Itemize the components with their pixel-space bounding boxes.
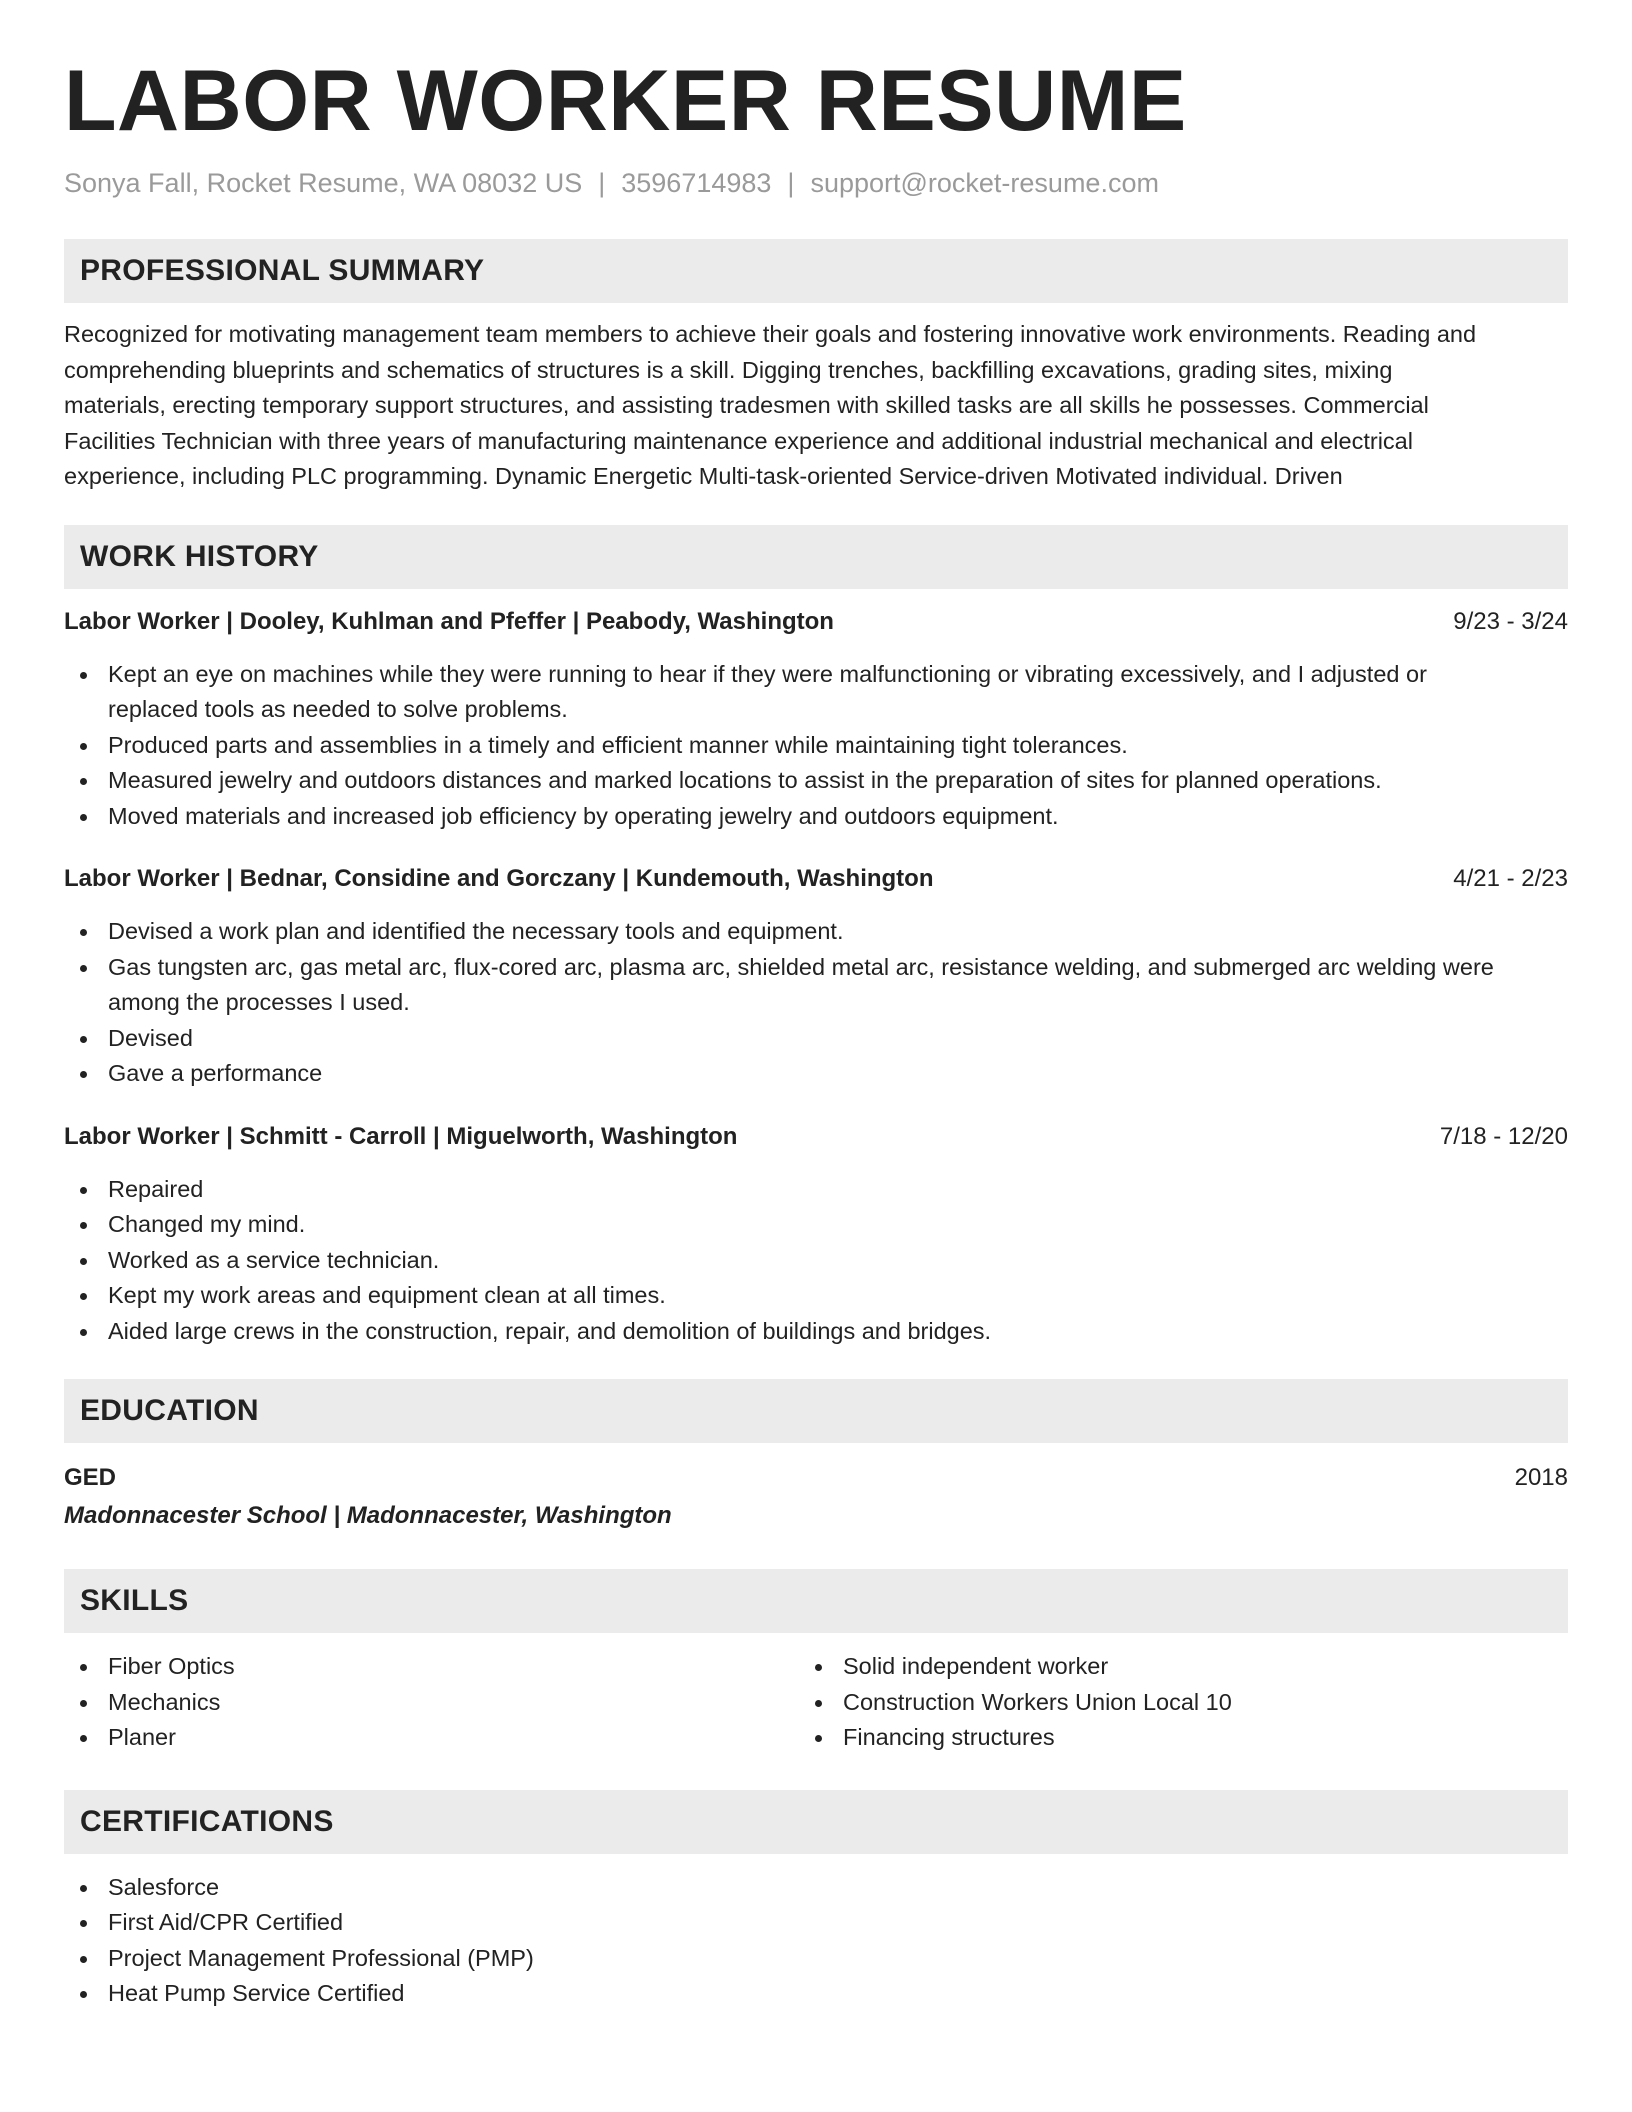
contact-address: Sonya Fall, Rocket Resume, WA 08032 US — [64, 168, 583, 199]
job-bullet: Repaired — [64, 1172, 1568, 1208]
job-bullet: Devised — [64, 1021, 1568, 1057]
contact-separator: | — [787, 168, 795, 199]
certification-item: Heat Pump Service Certified — [64, 1976, 1568, 2012]
job-dates: 9/23 - 3/24 — [1453, 607, 1568, 635]
contact-separator: | — [598, 168, 606, 199]
job-bullet: Measured jewelry and outdoors distances and marked locations to assist in the preparation of sites for planned operations. — [64, 763, 1568, 799]
skill-item: Planer — [64, 1720, 799, 1756]
job-bullets — [64, 657, 1568, 835]
summary-line: Facilities Technician with three years of manufacturing maintenance experience and additional industrial mechanical and electrical — [64, 427, 1413, 454]
certifications-list — [64, 1870, 1568, 2012]
job-bullet: Aided large crews in the construction, repair, and demolition of buildings and bridges. — [64, 1314, 1568, 1350]
certification-item: Salesforce — [64, 1870, 1568, 1906]
job-entry — [64, 605, 1568, 835]
certification-item: Project Management Professional (PMP) — [64, 1941, 1568, 1977]
skills-grid — [64, 1649, 1568, 1756]
summary-text — [64, 317, 1568, 495]
job-header — [64, 605, 1568, 639]
job-title: Labor Worker | Dooley, Kuhlman and Pfeffer | Peabody, Washington — [64, 607, 834, 635]
job-bullet: Changed my mind. — [64, 1207, 1568, 1243]
summary-line: comprehending blueprints and schematics of structures is a skill. Digging trenches, backfilling excavations, grading sites, mixing — [64, 356, 1393, 383]
job-bullet: Produced parts and assemblies in a timely and efficient manner while maintaining tight tolerances. — [64, 728, 1568, 764]
job-entry — [64, 862, 1568, 1092]
skill-item: Fiber Optics — [64, 1649, 799, 1685]
section-header-summary: PROFESSIONAL SUMMARY — [64, 239, 1568, 303]
section-header-certifications: CERTIFICATIONS — [64, 1790, 1568, 1854]
section-header-education: EDUCATION — [64, 1379, 1568, 1443]
job-dates: 7/18 - 12/20 — [1439, 1122, 1568, 1150]
education-degree: GED — [64, 1464, 117, 1492]
education-header — [64, 1459, 1568, 1497]
job-bullet: Gave a performance — [64, 1056, 1568, 1092]
bullet-line: replaced tools as needed to solve problems. — [108, 696, 568, 723]
section-header-skills: SKILLS — [64, 1569, 1568, 1633]
job-bullet — [64, 657, 1568, 728]
skills-column-left — [64, 1649, 799, 1756]
resume-title: LABOR WORKER RESUME — [64, 53, 1187, 149]
education-entry — [64, 1459, 1568, 1535]
job-bullet — [64, 950, 1568, 1021]
section-header-work-history: WORK HISTORY — [64, 525, 1568, 589]
job-bullets — [64, 914, 1568, 1092]
job-bullet: Worked as a service technician. — [64, 1243, 1568, 1279]
bullet-line: Kept an eye on machines while they were running to hear if they were malfunctioning or vibrating excessively, and I adjusted or — [108, 660, 1427, 687]
job-title: Labor Worker | Schmitt - Carroll | Miguelworth, Washington — [64, 1122, 738, 1150]
job-bullets — [64, 1172, 1568, 1350]
job-header — [64, 862, 1568, 896]
job-dates: 4/21 - 2/23 — [1453, 865, 1568, 893]
skill-item: Financing structures — [799, 1720, 1534, 1756]
contact-email: support@rocket-resume.com — [810, 168, 1159, 199]
contact-line — [64, 166, 1568, 201]
summary-line: materials, erecting temporary support structures, and assisting tradesmen with skilled tasks are all skills he possesses. Commercial — [64, 392, 1429, 419]
certification-item: First Aid/CPR Certified — [64, 1905, 1568, 1941]
contact-phone: 3596714983 — [621, 168, 772, 199]
bullet-line: among the processes I used. — [108, 989, 410, 1016]
education-year: 2018 — [1514, 1464, 1568, 1492]
summary-line: Recognized for motivating management team members to achieve their goals and fostering innovative work environments. Reading and — [64, 321, 1477, 348]
job-entry — [64, 1120, 1568, 1350]
skill-item: Construction Workers Union Local 10 — [799, 1685, 1534, 1721]
job-header — [64, 1120, 1568, 1154]
job-bullet: Kept my work areas and equipment clean at all times. — [64, 1278, 1568, 1314]
job-bullet: Moved materials and increased job efficiency by operating jewelry and outdoors equipment. — [64, 799, 1568, 835]
job-bullet: Devised a work plan and identified the necessary tools and equipment. — [64, 914, 1568, 950]
bullet-line: Gas tungsten arc, gas metal arc, flux-cored arc, plasma arc, shielded metal arc, resistance welding, and submerged arc welding were — [108, 953, 1494, 980]
summary-line: experience, including PLC programming. Dynamic Energetic Multi-task-oriented Service-driven Motivated individual. Driven — [64, 463, 1343, 490]
job-title: Labor Worker | Bednar, Considine and Gorczany | Kundemouth, Washington — [64, 865, 934, 893]
skill-item: Mechanics — [64, 1685, 799, 1721]
education-school: Madonnacester School | Madonnacester, Washington — [64, 1502, 672, 1530]
skills-column-right — [799, 1649, 1534, 1756]
skill-item: Solid independent worker — [799, 1649, 1534, 1685]
